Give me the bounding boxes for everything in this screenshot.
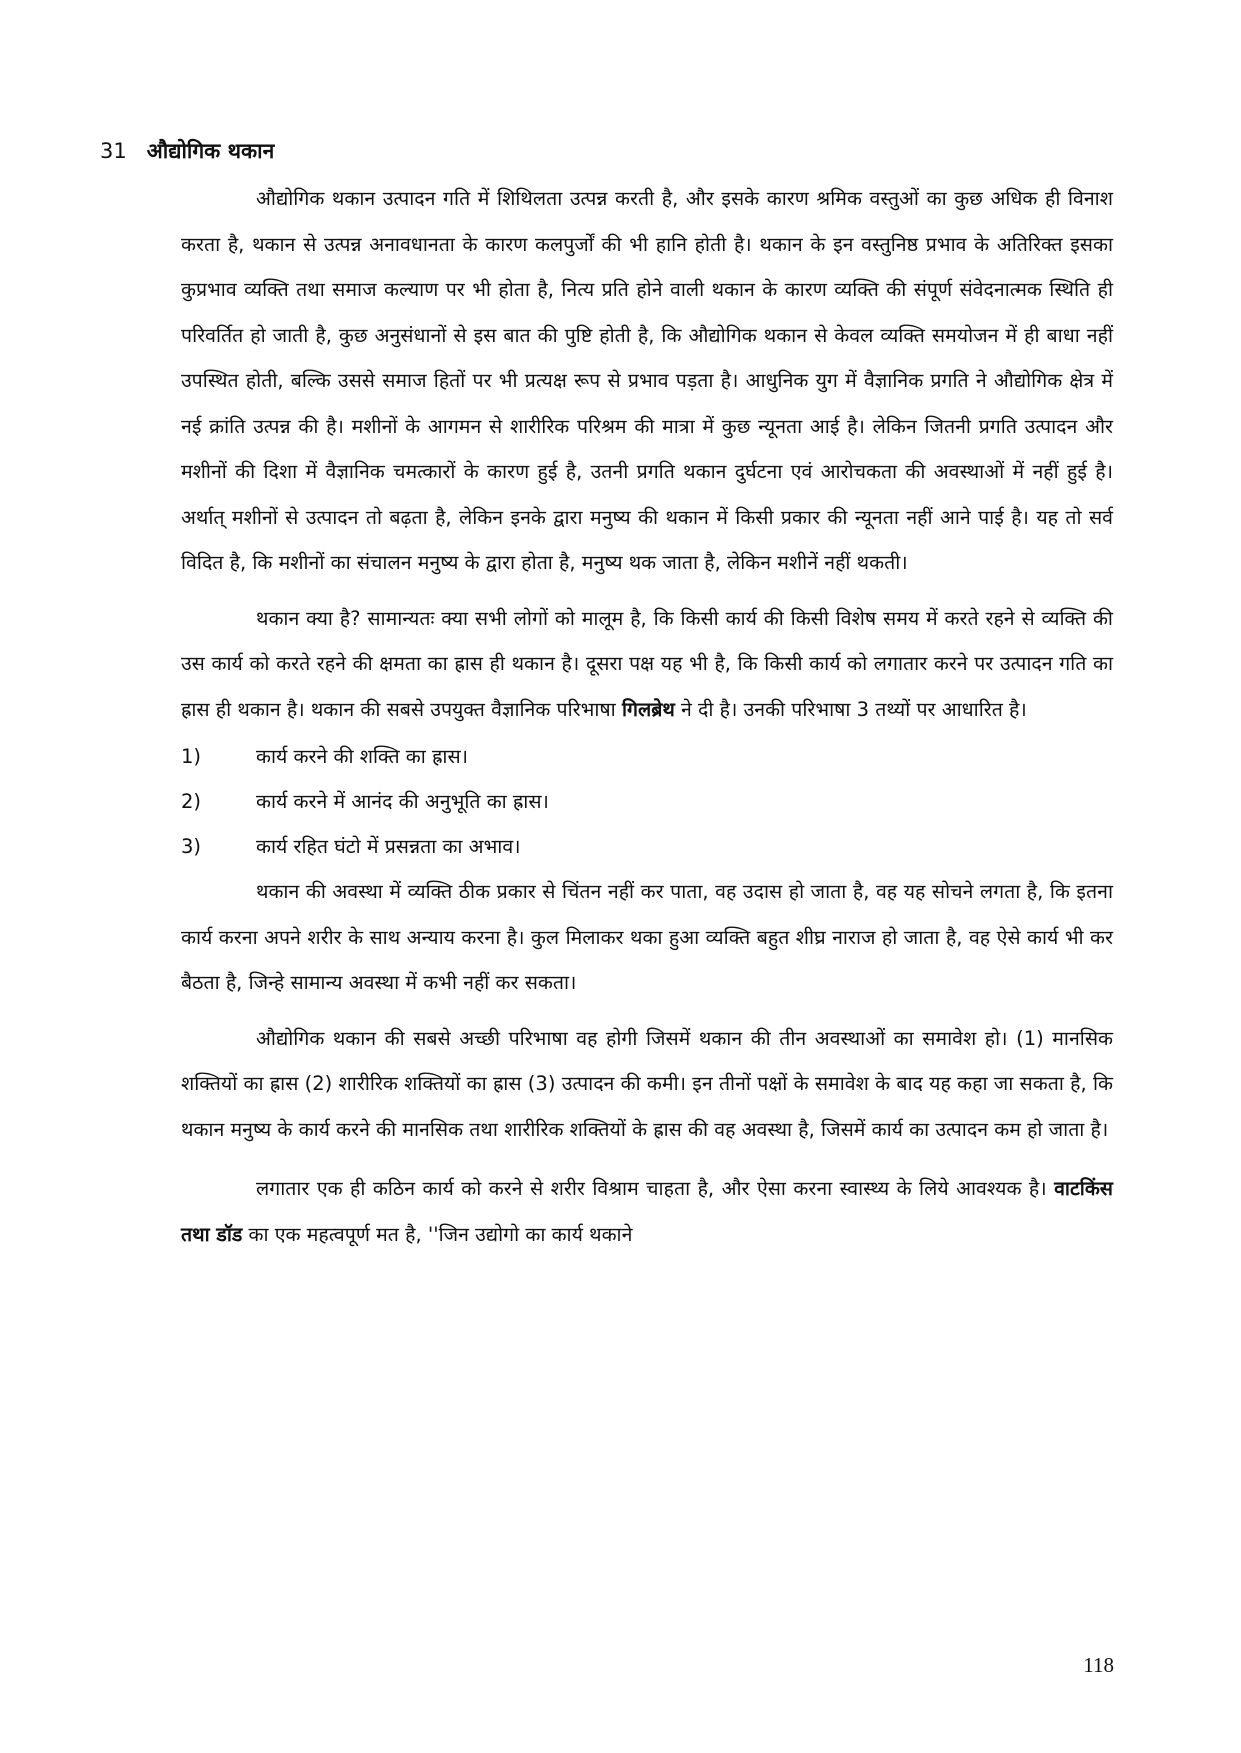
list-item — [181, 779, 1113, 824]
list-item-text: कार्य करने में आनंद की अनुभूति का ह्रास। — [256, 790, 549, 813]
list-item-marker: 1) — [181, 745, 202, 768]
paragraph-2-author: गिलब्रेथ — [621, 697, 675, 721]
list-item-text: कार्य रहित घंटो में प्रसन्नता का अभाव। — [256, 835, 521, 858]
paragraph-5-text-b: का एक महत्वपूर्ण मत है, ''जिन उद्योगो का कार्य थकाने — [242, 1222, 633, 1246]
paragraph-5-authors: वाटकिंस तथा डॉड — [181, 1177, 1113, 1246]
list-item-marker: 3) — [181, 835, 202, 858]
body-text — [181, 176, 1113, 1257]
paragraph-2 — [181, 596, 1113, 733]
paragraph-2-text-a: थकान क्या है? सामान्यतः क्या सभी लोगों को मालूम है, कि किसी कार्य की किसी विशेष समय में करते रहने से व्यक्ति की उस कार्य को करते रहने की क्षमता का ह्रास ही थकान है। दूसरा पक्ष यह भी है, कि किसी कार्य को लगातार करने पर उत्पादन गति का ह्रास ही थकान है। थकान की सबसे उपयुक्त वैज्ञानिक परिभाषा — [181, 606, 1113, 721]
paragraph-4: औद्योगिक थकान की सबसे अच्छी परिभाषा वह होगी जिसमें थकान की तीन अवस्थाओं का समावेश हो। (1) मानसिक शक्तियों का ह्रास (2) शारीरिक शक्तियों का ह्रास (3) उत्पादन की कमी। इन तीनों पक्षों के समावेश के बाद यह कहा जा सकता है, कि थकान मनुष्य के कार्य करने की मानसिक तथा शारीरिक शक्तियों के ह्रास की वह अवस्था है, जिसमें कार्य का उत्पादन कम हो जाता है। — [181, 1026, 1113, 1141]
section-number: 31 — [100, 139, 127, 163]
section-title: औद्योगिक थकान — [146, 139, 275, 163]
list-item — [181, 824, 1113, 869]
paragraph-1: औद्योगिक थकान उत्पादन गति में शिथिलता उत्पन्न करती है, और इसके कारण श्रमिक वस्तुओं का कुछ अधिक ही विनाश करता है, थकान से उत्पन्न अनावधानता के कारण कलपुर्जों की भी हानि होती है। थकान के इन वस्तुनिष्ठ प्रभाव के अतिरिक्त इसका कुप्रभाव व्यक्ति तथा समाज कल्याण पर भी होता है, नित्य प्रति होने वाली थकान के कारण व्यक्ति की संपूर्ण संवेदनात्मक स्थिति ही परिवर्तित हो जाती है, कुछ अनुसंधानों से इस बात की पुष्टि होती है, कि औद्योगिक थकान से केवल व्यक्ति समयोजन में ही बाधा नहीं उपस्थित होती, बल्कि उससे समाज हितों पर भी प्रत्यक्ष रूप से प्रभाव पड़ता है। आधुनिक युग में वैज्ञानिक प्रगति ने औद्योगिक क्षेत्र में नई क्रांति उत्पन्न की है। मशीनों के आगमन से शारीरिक परिश्रम की मात्रा में कुछ न्यूनता आई है। लेकिन जितनी प्रगति उत्पादन और मशीनों की दिशा में वैज्ञानिक चमत्कारों के कारण हुई है, उतनी प्रगति थकान दुर्घटना एवं आरोचकता की अवस्थाओं में नहीं हुई है। अर्थात् मशीनों से उत्पादन तो बढ़ता है, लेकिन इनके द्वारा मनुष्य की थकान में किसी प्रकार की न्यूनता नहीं आने पाई है। यह तो सर्व विदित है, कि मशीनों का संचालन मनुष्य के द्वारा होता है, मनुष्य थक जाता है, लेकिन मशीनें नहीं थकती। — [181, 187, 1113, 574]
definition-list — [181, 734, 1113, 869]
section-heading — [100, 136, 274, 166]
paragraph-2-text-b: ने दी है। उनकी परिभाषा 3 तथ्यों पर आधारित है। — [674, 697, 1027, 721]
list-item-marker: 2) — [181, 790, 202, 813]
paragraph-5-text-a: लगातार एक ही कठिन कार्य को करने से शरीर विश्राम चाहता है, और ऐसा करना स्वास्थ्य के लिये आवश्यक है। — [256, 1177, 1055, 1200]
paragraph-5 — [181, 1166, 1113, 1257]
page-number: 118 — [1083, 1653, 1114, 1677]
list-item-text: कार्य करने की शक्ति का ह्रास। — [256, 745, 469, 768]
paragraph-3: थकान की अवस्था में व्यक्ति ठीक प्रकार से चिंतन नहीं कर पाता, वह उदास हो जाता है, वह यह सोचने लगता है, कि इतना कार्य करना अपने शरीर के साथ अन्याय करना है। कुल मिलाकर थका हुआ व्यक्ति बहुत शीघ्र नाराज हो जाता है, वह ऐसे कार्य भी कर बैठता है, जिन्हे सामान्य अवस्था में कभी नहीं कर सकता। — [181, 880, 1113, 994]
list-item — [181, 734, 1113, 779]
